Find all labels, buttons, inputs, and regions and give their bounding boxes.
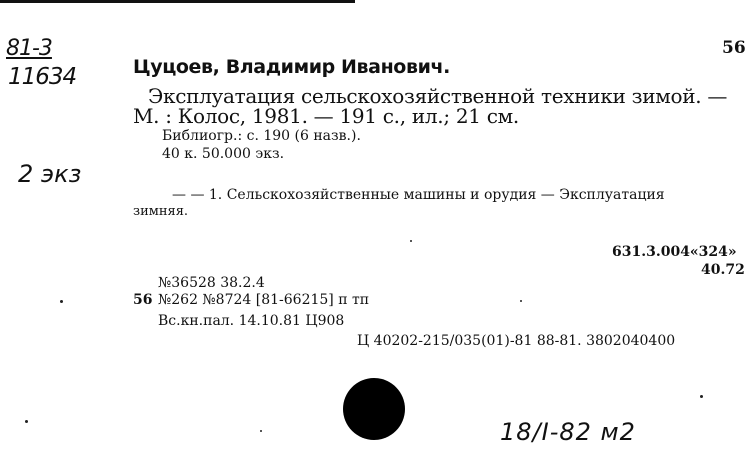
scan-speck [700,395,703,398]
handwritten-shelfmark-bottom: 11634 [8,64,77,90]
scan-speck [410,240,412,242]
top-border-line [0,0,355,3]
subject-heading-line-1: — — 1. Сельскохозяйственные машины и орудия — Эксплуатация [172,187,665,203]
bbk-code: 40.72 [701,262,745,278]
registry-number: 56 [133,292,153,308]
imprint-line: М. : Колос, 1981. — 191 с., ил.; 21 см. [133,104,519,128]
scan-speck [260,430,262,432]
subject-heading-line-2: зимняя. [133,204,189,219]
scan-speck [60,300,63,303]
author-heading: Цуцоев, Владимир Иванович. [133,56,450,78]
handwritten-copies-note: 2 экз [18,160,82,188]
punch-hole [343,378,405,440]
registry-line-3: Вс.кн.пал. 14.10.81 Ц908 [158,313,345,329]
handwritten-shelfmark-top: 81-3 [6,36,52,61]
price-edition: 40 к. 50.000 экз. [162,146,285,162]
page-number: 56 [722,38,746,58]
price-code-line: Ц 40202-215/035(01)-81 88-81. 3802040400 [357,333,676,349]
handwritten-bottom-note: 18/I-82 м2 [500,418,636,446]
udc-code: 631.3.004«324» [612,244,737,260]
registry-line-2: №262 №8724 [81-66215] п тп [158,292,370,308]
bibliography-note: Библиогр.: с. 190 (6 назв.). [162,128,361,144]
registry-line-1: №36528 38.2.4 [158,275,265,291]
scan-speck [25,420,28,423]
title-line-1: Эксплуатация сельскохозяйственной техники зимой. — [148,84,728,108]
scan-speck [520,300,522,302]
